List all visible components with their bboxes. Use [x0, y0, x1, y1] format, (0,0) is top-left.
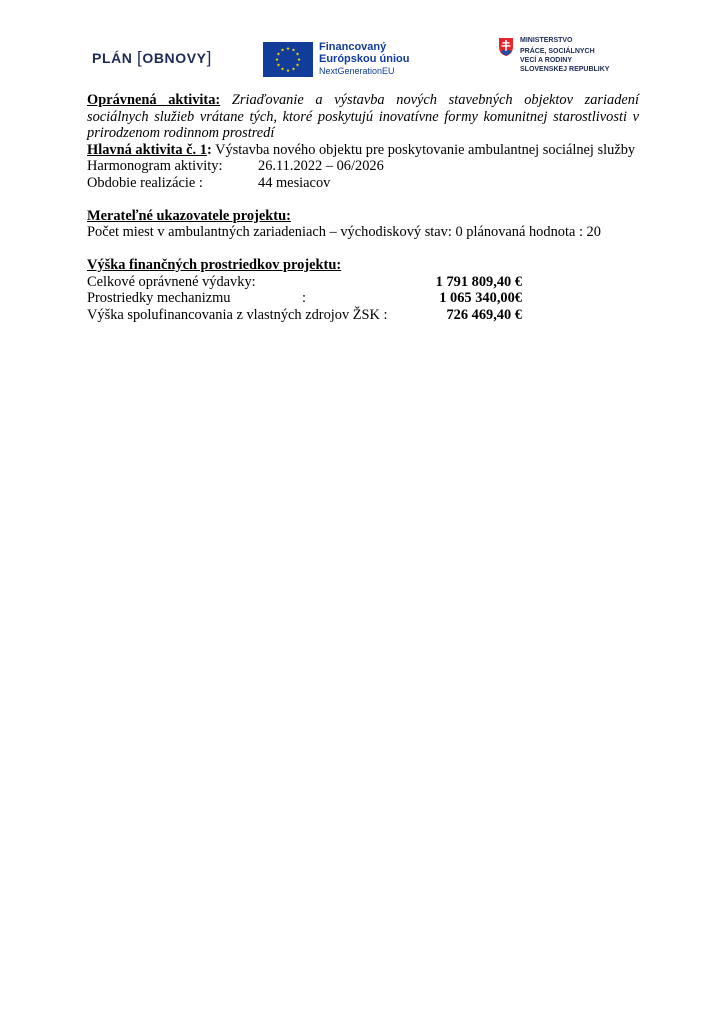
- period-value: 44 mesiacov: [258, 174, 331, 191]
- eu-funding-logo: [263, 41, 409, 77]
- finance-heading: Výška finančných prostriedkov projektu:: [87, 257, 342, 273]
- plan-obnovy-logo: [92, 48, 212, 68]
- eligible-activity-label: Oprávnená aktivita:: [87, 92, 221, 108]
- eu-logo-text: [319, 41, 409, 77]
- finance-row-value: 726 469,40 €: [446, 306, 522, 323]
- finance-row: [87, 307, 639, 324]
- plan-logo-bracket-close: ]: [206, 48, 212, 67]
- schedule-row: [87, 158, 639, 175]
- eu-star-icon: [286, 68, 289, 71]
- eu-flag-icon: [263, 42, 313, 77]
- schedule-label: Harmonogram aktivity:: [87, 158, 223, 174]
- finance-row-label: Výška spolufinancovania z vlastných zdrojov ŽSK :: [87, 306, 388, 323]
- finance-row: [87, 290, 639, 307]
- ministry-line1: MINISTERSTVO: [520, 37, 573, 44]
- ministry-logo-text: [520, 36, 609, 74]
- period-row: [87, 175, 639, 192]
- eligible-activity: [87, 92, 639, 142]
- finance-row-colon: :: [302, 290, 306, 306]
- eu-logo-line1: Financovaný: [319, 41, 387, 53]
- eu-star-icon: [297, 57, 300, 60]
- main-activity-text: Výstavba nového objektu pre poskytovanie ambulantnej sociálnej služby: [211, 141, 636, 158]
- main-activity: [87, 142, 639, 159]
- main-activity-label: Hlavná aktivita č. 1: [87, 141, 207, 158]
- plan-logo-bracket-open: [: [137, 48, 143, 67]
- eu-star-icon: [275, 57, 278, 60]
- document-body: [87, 92, 639, 323]
- eu-star-icon: [281, 48, 284, 51]
- finance-row-label: Celkové oprávnené výdavky:: [87, 273, 256, 290]
- eu-star-icon: [277, 63, 280, 66]
- plan-logo-right: OBNOVY: [142, 50, 207, 66]
- schedule-value: 26.11.2022 – 06/2026: [258, 158, 384, 174]
- eu-star-icon: [281, 67, 284, 70]
- eu-logo-line2: Európskou úniou: [319, 53, 410, 65]
- eu-star-icon: [296, 63, 299, 66]
- eu-star-icon: [296, 52, 299, 55]
- ministry-line2: PRÁCE, SOCIÁLNYCH: [520, 48, 595, 55]
- eu-star-icon: [286, 46, 289, 49]
- period-label: Obdobie realizácie :: [87, 174, 203, 191]
- eu-star-icon: [292, 67, 295, 70]
- ministry-logo: [498, 36, 609, 74]
- plan-logo-left: PLÁN: [92, 50, 133, 66]
- finance-row-value: 1 791 809,40 €: [435, 273, 522, 290]
- main-activity-colon: :: [206, 141, 212, 158]
- eu-logo-line3: NextGenerationEU: [319, 66, 395, 76]
- eu-star-icon: [292, 48, 295, 51]
- indicators-heading: Merateľné ukazovatele projektu:: [87, 207, 291, 224]
- ministry-line4: SLOVENSKEJ REPUBLIKY: [520, 66, 610, 73]
- finance-row: [87, 274, 639, 291]
- ministry-line3: VECÍ A RODINY: [520, 57, 572, 64]
- indicators-text: Počet miest v ambulantných zariadeniach – východiskový stav: 0 plánovaná hodnota : 20: [87, 224, 601, 240]
- slovak-coat-of-arms-icon: [498, 37, 514, 57]
- eu-star-icon: [277, 52, 280, 55]
- finance-row-label: Prostriedky mechanizmu: [87, 290, 231, 306]
- finance-row-value: 1 065 340,00€: [439, 290, 522, 306]
- eligible-activity-text: Zriaďovanie a výstavba nových stavebných objektov zariadení sociálnych služieb vrátane tých, ktoré poskytujú inovatívne formy komunitnej starostlivosti v prirodzenom rodinnom prostredí: [87, 92, 639, 141]
